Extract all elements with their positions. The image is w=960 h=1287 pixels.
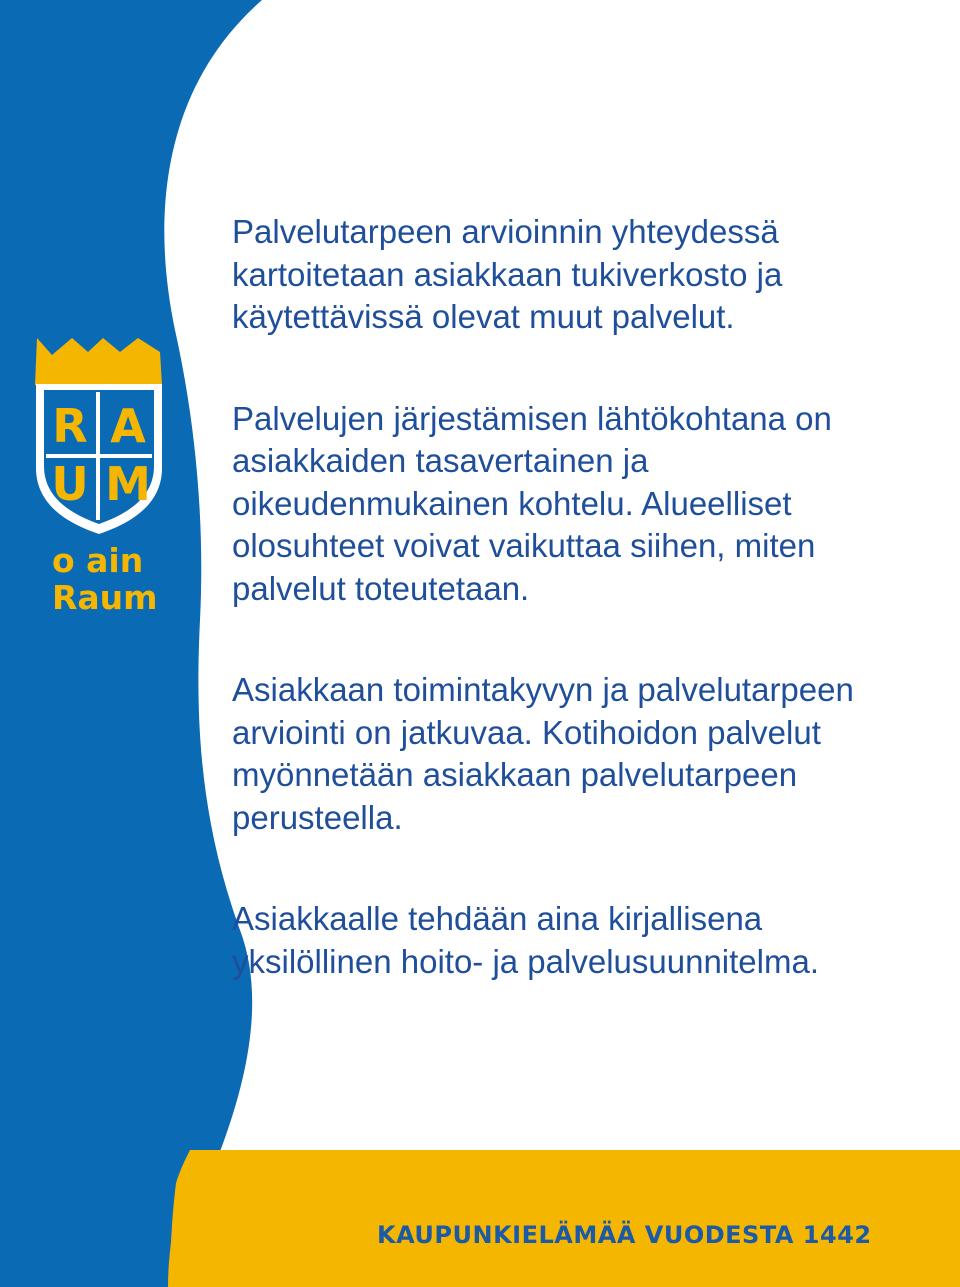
paragraph-service-assessment: Palvelutarpeen arvioinnin yhteydessä kartoitetaan asiakkaan tukiverkosto ja käytettävissä olevat muut palvelut.: [232, 213, 783, 335]
logo-tagline-line1: o ain: [52, 541, 144, 580]
rauma-crest-icon: [35, 338, 162, 534]
crest-letter-u: U: [51, 457, 89, 511]
crest-letter-m: M: [105, 457, 151, 511]
blue-wave-shape: [0, 0, 262, 1287]
crest-letter-r: R: [52, 399, 88, 453]
logo-tagline-line2: Raum: [52, 578, 158, 617]
paragraph-continuous-assessment: Asiakkaan toimintakyvyn ja palvelutarpeen arviointi on jatkuvaa. Kotihoidon palvelut myönnetään asiakkaan palvelutarpeen perusteella.: [232, 671, 854, 836]
paragraph-equal-treatment: Palvelujen järjestämisen lähtökohtana on asiakkaiden tasavertainen ja oikeudenmukainen kohtelu. Alueelliset olosuhteet voivat vaikuttaa siihen, miten palvelut toteutetaan.: [232, 399, 832, 607]
footer-slogan: KAUPUNKIELÄMÄÄ VUODESTA 1442: [377, 1221, 872, 1249]
body-text: [232, 211, 932, 1042]
paragraph-care-plan: Asiakkaalle tehdään aina kirjallisena yksilöllinen hoito- ja palvelusuunnitelma.: [232, 900, 819, 980]
crest-letter-a: A: [110, 399, 146, 453]
